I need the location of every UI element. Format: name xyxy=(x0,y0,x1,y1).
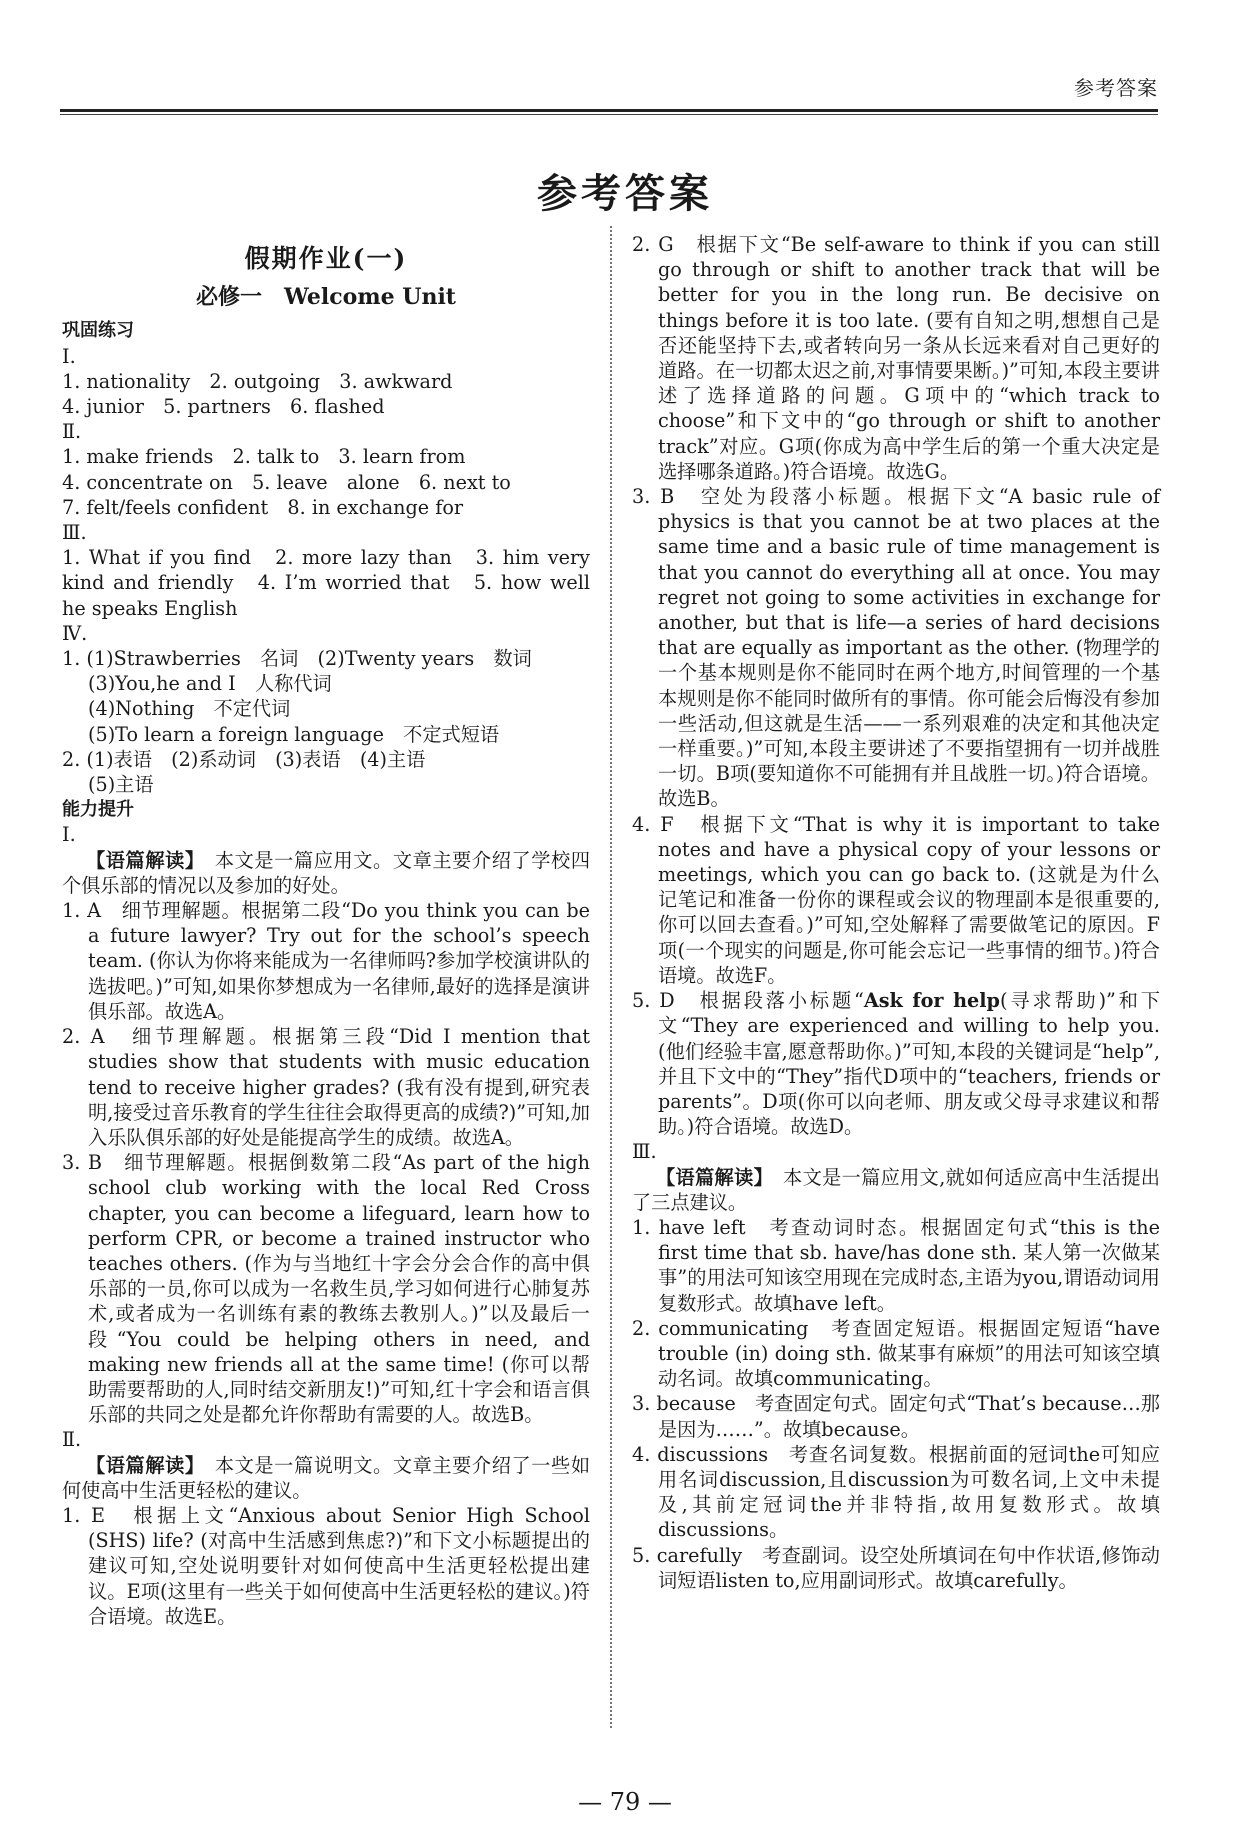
answer-line: 7. felt/feels confident 8. in exchange for xyxy=(62,495,464,519)
answer-item: 2. A 细节理解题。根据第三段“Did I mention that studies show that students with music education tend to receive higher grades? (我有没有提到,研究表明,接受过音乐教育的学生往往会取得更高的成绩?)”可知,加入乐队俱乐部的好处是能提高学生的成绩。故选A。 xyxy=(62,1025,590,1149)
page-number: — 79 — xyxy=(578,1788,672,1816)
answer-line: 1. (1)Strawberries 名词 (2)Twenty years 数词 xyxy=(62,647,532,671)
improvement-heading: 能力提升 xyxy=(62,799,134,821)
running-head: 参考答案 xyxy=(1074,76,1158,100)
passage-summary xyxy=(62,1453,590,1503)
passage-intro: 本文是一篇应用文。文章主要介绍了学校四个俱乐部的情况以及参加的好处。 xyxy=(62,848,591,897)
answer-item: 3. B 细节理解题。根据倒数第二段“As part of the high school club working with the local Red Cross chapter, you can become a lifeguard, learn how to perform CPR, or become a trained instructor who teaches others. (作为与当地红十字会分会合作的高中俱乐部的一员,你可以成为一名救生员,学习如何进行心肺复苏术,或者成为一名训练有素的教练去教别人。)”以及最后一段“You could be helping others in need, and making new friends all at the same time! (你可以帮助需要帮助的人,同时结交新朋友!)”可知,红十字会和语言俱乐部的共同之处是都允许你帮助有需要的人。故选B。 xyxy=(62,1151,590,1427)
answer-line: 2. (1)表语 (2)系动词 (3)表语 (4)主语 xyxy=(62,747,426,771)
answer-item xyxy=(632,988,1160,1139)
section-title: 假期作业(一) xyxy=(244,244,408,273)
answer-subline: (4)Nothing 不定代词 xyxy=(88,697,291,721)
passage-intro: 本文是一篇说明文。文章主要介绍了一些如何使高中生活更轻松的建议。 xyxy=(62,1453,591,1502)
item5-prefix: 5. D 根据段落小标题“ xyxy=(632,989,864,1013)
answer-item: 1. have left 考查动词时态。根据固定句式“this is the first time that sb. have/has done sth. 某人第一次做某事”的用法可知该空用现在完成时态,主语为you,谓语动词用复数形式。故填have left。 xyxy=(632,1215,1160,1315)
answer-subline: (5)主语 xyxy=(88,773,154,797)
part-label: Ⅰ. xyxy=(62,823,76,847)
part-label: Ⅲ. xyxy=(632,1140,657,1164)
header-rule xyxy=(60,109,1158,112)
answer-item: 1. E 根据上文“Anxious about Senior High School (SHS) life? (对高中生活感到焦虑?)”和下文小标题提出的建议可知,空处说明要针对如何使高中生活更轻松提出建议。E项(这里有一些关于如何使高中生活更轻松的建议。)符合语境。故选E。 xyxy=(62,1503,590,1628)
answer-item: 1. A 细节理解题。根据第二段“Do you think you can be a future lawyer? Try out for the school’s speech team. (你认为你将来能成为一名律师吗?参加学校演讲队的选拔吧。)”可知,如果你梦想成为一名律师,最好的选择是演讲俱乐部。故选A。 xyxy=(62,899,590,1023)
answer-item: 2. G 根据下文“Be self-aware to think if you can still go through or shift to another track that will be better for you in the long run. Be decisive on things before it is too late. (要有自知之明,想想自己是否还能坚持下去,或者转向另一条从长远来看对自己更好的道路。在一切都太迟之前,对事情要果断。)”可知,本段主要讲述了选择道路的问题。G项中的“which track to choose”和下文中的“go through or shift to another track”对应。G项(你成为高中学生后的第一个重大决定是选择哪条道路。)符合语境。故选G。 xyxy=(632,233,1160,483)
answer-item: 4. discussions 考查名词复数。根据前面的冠词the可知应用名词discussion,且discussion为可数名词,上文中未提及,其前定冠词the并非特指,故用复数形式。故填discussions。 xyxy=(632,1442,1160,1542)
passage-summary xyxy=(632,1165,1160,1215)
passage-tag: 【语篇解读】 xyxy=(86,848,196,872)
answer-subline: (5)To learn a foreign language 不定式短语 xyxy=(88,722,500,746)
left-column xyxy=(62,232,590,1629)
answer-line: 4. junior 5. partners 6. flashed xyxy=(62,395,385,419)
passage-tag: 【语篇解读】 xyxy=(656,1165,764,1189)
part-label: Ⅲ. xyxy=(62,521,87,545)
page-title: 参考答案 xyxy=(537,170,713,217)
answer-line: 4. concentrate on 5. leave alone 6. next to xyxy=(62,470,511,494)
item5-rest: (寻求帮助)”和下文“They are experienced and willing to help you. (他们经验丰富,愿意帮助你。)”可知,本段的关键词是“help”,并且下文中的“They”指代D项中的“teachers, friends or parents”。D项(你可以向老师、朋友或父母寻求建议和帮助。)符合语境。故选D。 xyxy=(658,989,1160,1139)
answer-line: 1. make friends 2. talk to 3. learn from xyxy=(62,445,466,469)
answer-item: 2. communicating 考查固定短语。根据固定短语“have trouble (in) doing sth. 做某事有麻烦”的用法可知该空填动名词。故填communicating。 xyxy=(632,1316,1160,1391)
answer-line: 1. What if you find 2. more lazy than 3. him very kind and friendly 4. I’m worried that 5. how well he speaks English xyxy=(62,546,590,620)
answer-subline: (3)You,he and I 人称代词 xyxy=(88,672,332,696)
passage-tag: 【语篇解读】 xyxy=(86,1453,196,1477)
part-label: Ⅳ. xyxy=(62,621,88,645)
passage-summary xyxy=(62,848,590,898)
part-label: Ⅱ. xyxy=(62,420,82,444)
answer-line: 1. nationality 2. outgoing 3. awkward xyxy=(62,369,453,393)
answer-item: 3. because 考查固定句式。固定句式“That’s because…那是因为……”。故填because。 xyxy=(632,1392,1160,1441)
part-label: Ⅰ. xyxy=(62,344,76,368)
item5-subtitle: Ask for help xyxy=(863,989,1000,1013)
answer-item: 5. carefully 考查副词。设空处所填词在句中作状语,修饰动词短语listen to,应用副词形式。故填carefully。 xyxy=(632,1543,1160,1592)
column-divider xyxy=(610,226,612,1728)
answer-item: 4. F 根据下文“That is why it is important to take notes and have a physical copy of your lessons or meetings, which you can go back to. (这就是为什么记笔记和准备一份你的课程或会议的物理副本是很重要的,你可以回去查看。)”可知,空处解释了需要做笔记的原因。F项(一个现实的问题是,你可能会忘记一些事情的细节。)符合语境。故选F。 xyxy=(632,812,1160,987)
consolidation-heading: 巩固练习 xyxy=(62,320,134,342)
right-column xyxy=(632,232,1160,1593)
unit-title: 必修一 Welcome Unit xyxy=(196,284,456,311)
header-rule-thin xyxy=(60,114,1158,115)
passage-intro: 本文是一篇应用文,就如何适应高中生活提出了三点建议。 xyxy=(632,1165,1160,1214)
part-label: Ⅱ. xyxy=(62,1428,82,1452)
answer-item: 3. B 空处为段落小标题。根据下文“A basic rule of physics is that you cannot be at two places at the same time and a basic rule of time management is that you cannot do everything all at once. You may regret not going to some activities in exchange for another, but that is life—a series of hard decisions that are equally as important as the other. (物理学的一个基本规则是你不能同时在两个地方,时间管理的一个基本规则是你不能同时做所有的事情。你可能会后悔没有参加一些活动,但这就是生活——一系列艰难的决定和其他决定一样重要。)”可知,本段主要讲述了不要指望拥有一切并战胜一切。B项(要知道你不可能拥有并且战胜一切。)符合语境。故选B。 xyxy=(632,485,1160,811)
